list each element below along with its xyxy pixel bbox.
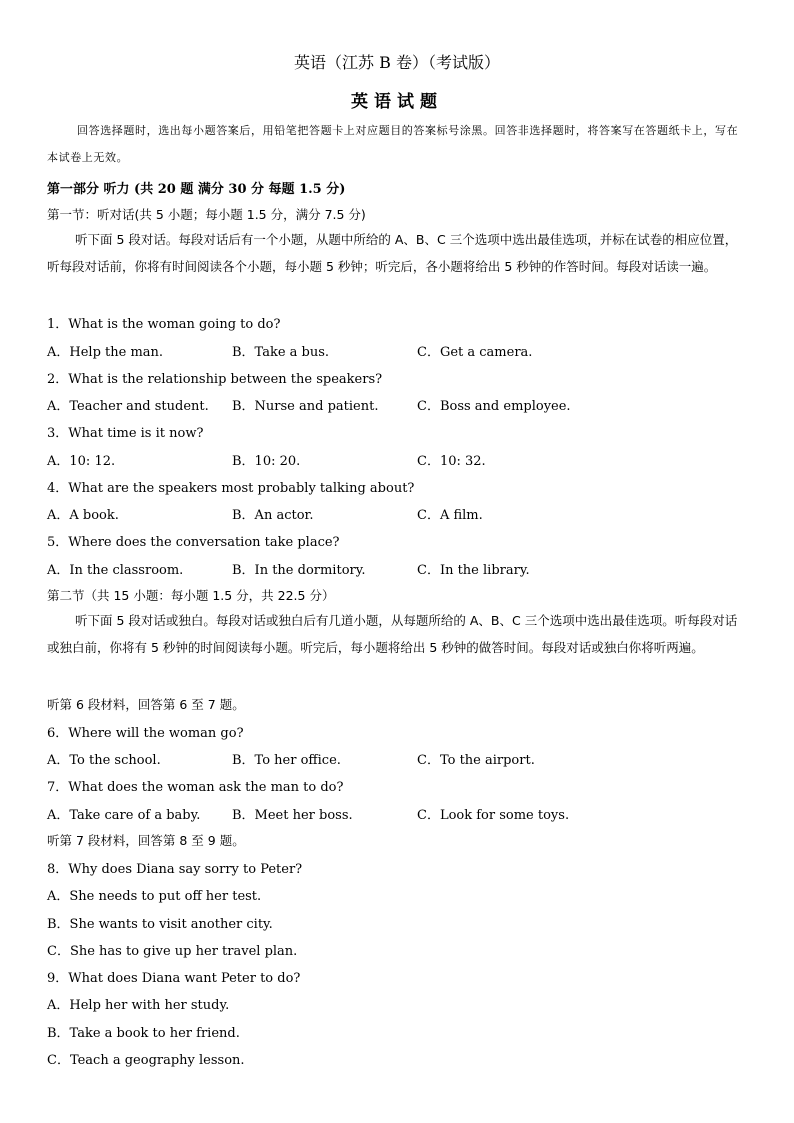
question-6-option-c: C．To the airport. — [417, 753, 535, 768]
question-5-option-c: C．In the library. — [417, 563, 530, 578]
question-3-stem: 3．What time is it now? — [47, 426, 204, 441]
section1-heading: 第一节：听对话(共 5 小题；每小题 1.5 分，满分 7.5 分) — [47, 207, 366, 222]
question-5-stem: 5．Where does the conversation take place? — [47, 535, 340, 550]
part1-heading: 第一部分 听力 (共 20 题 满分 30 分 每题 1.5 分) — [47, 182, 346, 197]
question-2-option-a: A．Teacher and student. — [47, 399, 209, 414]
question-4-option-c: C．A film. — [417, 508, 483, 523]
question-8-option-c: C．She has to give up her travel plan. — [47, 944, 298, 959]
question-2-stem: 2．What is the relationship between the speakers? — [47, 372, 383, 387]
question-5-option-a: A．In the classroom. — [47, 563, 184, 578]
question-9-option-a: A．Help her with her study. — [47, 998, 230, 1013]
question-1-stem: 1．What is the woman going to do? — [47, 317, 281, 332]
question-3-option-a: A．10: 12. — [47, 454, 116, 469]
question-6-option-b: B．To her office. — [232, 753, 341, 768]
question-9-stem: 9．What does Diana want Peter to do? — [47, 971, 301, 986]
question-1-option-a: A．Help the man. — [47, 345, 164, 360]
section2-directions: 听下面 5 段对话或独白。每段对话或独白后有几道小题，从每题所给的 A、B、C 三个选项中选出最佳选项。听每段对话或独白前，你将有 5 秒钟的时间阅读每小题。听完后，每小题将给出 5 秒钟的做答时间。每段对话或独白你将听两遍。 — [47, 613, 738, 655]
question-4-stem: 4．What are the speakers most probably talking about? — [47, 481, 415, 496]
section1-directions: 听下面 5 段对话。每段对话后有一个小题，从题中所给的 A、B、C 三个选项中选出最佳选项，并标在试卷的相应位置，听每段对话前，你将有时间阅读各个小题，每小题 5 秒钟；听完后，各小题将给出 5 秒钟的作答时间。每段对话读一遍。 — [47, 232, 738, 274]
question-4-option-a: A．A book. — [47, 508, 119, 523]
question-1-option-b: B．Take a bus. — [232, 345, 330, 360]
question-9-option-c: C．Teach a geography lesson. — [47, 1053, 245, 1068]
question-2-option-c: C．Boss and employee. — [417, 399, 571, 414]
question-8-stem: 8．Why does Diana say sorry to Peter? — [47, 862, 303, 877]
exam-subtitle: 英语试题 — [351, 92, 443, 112]
question-7-option-c: C．Look for some toys. — [417, 808, 570, 823]
question-9-option-b: B．Take a book to her friend. — [47, 1026, 240, 1041]
material-7-instruction: 听第 7 段材料，回答第 8 至 9 题。 — [47, 833, 245, 848]
question-4-option-b: B．An actor. — [232, 508, 314, 523]
material-6-instruction: 听第 6 段材料，回答第 6 至 7 题。 — [47, 697, 245, 712]
question-5-option-b: B．In the dormitory. — [232, 563, 366, 578]
exam-title: 英语（江苏 B 卷）（考试版） — [294, 53, 500, 72]
question-6-option-a: A．To the school. — [47, 753, 161, 768]
question-2-option-b: B．Nurse and patient. — [232, 399, 379, 414]
question-6-stem: 6．Where will the woman go? — [47, 726, 244, 741]
question-3-option-c: C．10: 32. — [417, 454, 486, 469]
question-7-stem: 7．What does the woman ask the man to do? — [47, 780, 344, 795]
question-8-option-b: B．She wants to visit another city. — [47, 917, 273, 932]
section2-heading: 第二节（共 15 小题：每小题 1.5 分，共 22.5 分） — [47, 588, 335, 603]
question-7-option-a: A．Take care of a baby. — [47, 808, 201, 823]
question-3-option-b: B．10: 20. — [232, 454, 301, 469]
question-8-option-a: A．She needs to put off her test. — [47, 889, 262, 904]
question-1-option-c: C．Get a camera. — [417, 345, 533, 360]
answer-instructions: 回答选择题时，选出每小题答案后，用铅笔把答题卡上对应题目的答案标号涂黑。回答非选择题时，将答案写在答题纸卡上，写在本试卷上无效。 — [47, 124, 739, 164]
question-7-option-b: B．Meet her boss. — [232, 808, 353, 823]
